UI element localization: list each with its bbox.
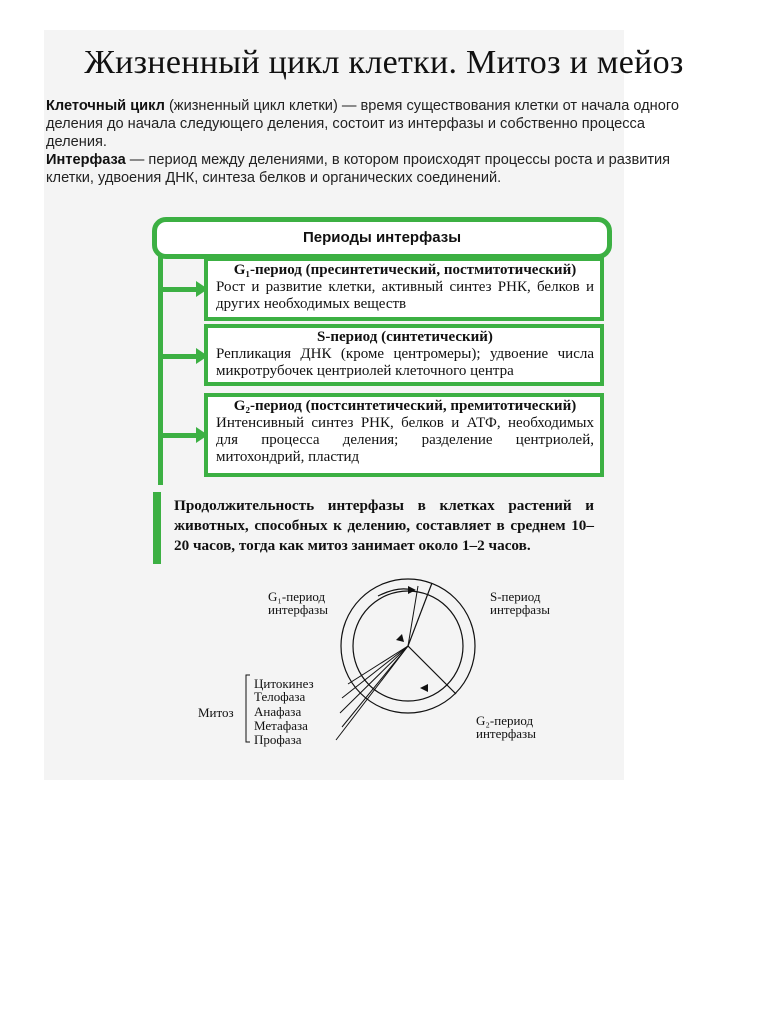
arrow-head-icon [420, 684, 428, 692]
arrow-head-icon [396, 634, 404, 642]
cell-cycle-text: (жизненный цикл клетки) — время существования клетки от начала одного деления до начала следующего деления, состоит из интерфазы и собственно процесса деления. [46, 98, 679, 150]
cell-cycle-term: Клеточный цикл [46, 98, 165, 114]
s-label: S-период [490, 589, 541, 604]
arrow-icon [162, 287, 198, 292]
period-title: G₂-период (постсинтетический, премитотический) [233, 398, 577, 414]
g2-label: G₂-период [476, 713, 534, 728]
pointer-line [336, 646, 408, 740]
period-s [204, 324, 604, 386]
period-body: Интенсивный синтез РНК, белков и АТФ, необходимых для процесса деления; разделение центриолей, митохондрий, пластид [216, 415, 594, 465]
mitosis-bracket [246, 675, 250, 742]
g1-label: G₁-период [268, 589, 326, 604]
period-title: S-период (синтетический) [317, 329, 493, 345]
page-title: Жизненный цикл клетки. Митоз и мейоз [84, 44, 684, 81]
divider-line [408, 586, 418, 646]
duration-note: Продолжительность интерфазы в клетках растений и животных, способных к делению, составляет в среднем 10–20 часов, тогда как митоз занимает около 1–2 часов. [174, 497, 594, 554]
interphase-term: Интерфаза [46, 152, 126, 168]
cell-cycle-diagram [150, 570, 620, 780]
period-body: Рост и развитие клетки, активный синтез РНК, белков и других необходимых веществ [216, 279, 594, 312]
period-body: Репликация ДНК (кроме центромеры); удвоение числа микротрубочек центриолей клеточного центра [216, 346, 594, 379]
phase-label: Анафаза [254, 704, 302, 719]
cell-cycle-definition [46, 97, 686, 151]
interphase-text: — период между делениями, в котором происходят процессы роста и развития клетки, удвоения ДНК, синтеза белков и органических соединений. [46, 152, 671, 186]
period-title: G₁-период (пресинтетический, постмитотический) [233, 262, 577, 278]
arrow-icon [162, 354, 198, 359]
interphase-definition [46, 151, 686, 187]
phase-label: Телофаза [254, 689, 306, 704]
scheme-header: Периоды интерфазы [152, 217, 612, 259]
period-g2 [204, 393, 604, 477]
phase-label: Метафаза [254, 718, 308, 733]
g1-label: интерфазы [268, 602, 328, 617]
interphase-periods-scheme [148, 215, 618, 485]
g2-label: интерфазы [476, 726, 536, 741]
period-g1 [204, 257, 604, 321]
phase-label: Профаза [254, 732, 302, 747]
s-label: интерфазы [490, 602, 550, 617]
intro-text [46, 97, 686, 187]
mitosis-label: Митоз [198, 705, 234, 720]
note-accent-bar [153, 492, 161, 564]
divider-line [408, 646, 456, 694]
phase-label: Цитокинез [254, 676, 314, 691]
arrow-head-icon [408, 586, 416, 594]
arrow-icon [162, 433, 198, 438]
